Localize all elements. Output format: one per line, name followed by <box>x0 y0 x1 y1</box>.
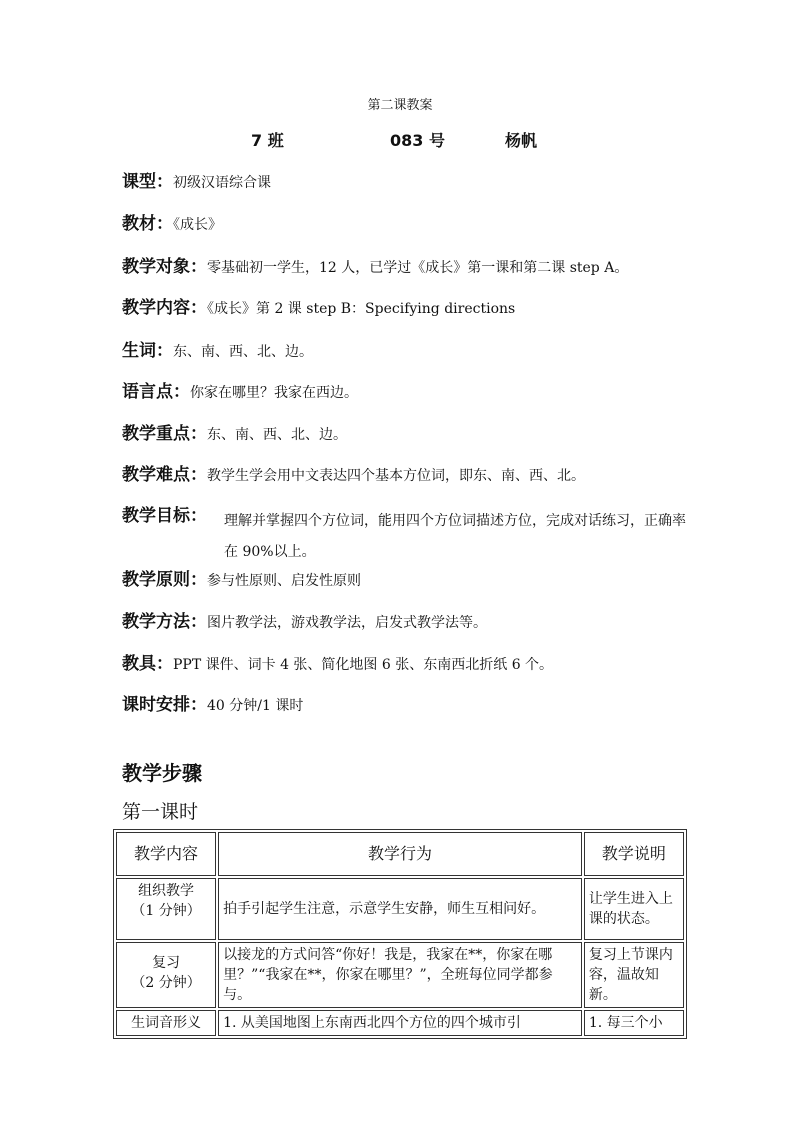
field-value: 东、南、西、北、边。 <box>207 427 347 443</box>
field-value: 《成长》第 2 课 step B：Specifying directions <box>207 301 516 317</box>
doc-title: 第二课教案 <box>367 98 433 113</box>
field-teaching-aids <box>122 654 690 675</box>
table-header: 教学内容 <box>116 832 216 876</box>
table-cell: 1. 从美国地图上东南西北四个方位的四个城市引 <box>218 1010 582 1036</box>
field-label: 教学目标： <box>122 506 207 526</box>
field-value: 图片教学法，游戏教学法，启发式教学法等。 <box>207 615 487 631</box>
row-content: 复习 <box>152 955 181 971</box>
field-textbook <box>122 214 690 235</box>
field-label: 教学内容： <box>122 298 207 318</box>
field-label: 课型： <box>122 172 173 192</box>
period-heading: 第一课时 <box>122 801 199 823</box>
steps-heading: 教学步骤 <box>122 761 202 785</box>
field-difficulties <box>122 465 690 486</box>
table-header-row <box>116 832 684 876</box>
row-content: 组织教学 <box>138 883 195 899</box>
field-value: 参与性原则、启发性原则 <box>207 573 361 589</box>
field-value: 理解并掌握四个方位词，能用四个方位词描述方位，完成对话练习，正确率在 90%以上。 <box>224 513 686 560</box>
field-value: 东、南、西、北、边。 <box>173 344 313 360</box>
steps-table <box>113 829 687 1039</box>
field-label: 教学重点： <box>122 424 207 444</box>
field-label: 语言点： <box>122 382 190 402</box>
field-label: 生词： <box>122 341 173 361</box>
field-value: 零基础初一学生，12 人，已学过《成长》第一课和第二课 step A。 <box>207 260 629 276</box>
row-duration: （1 分钟） <box>131 903 201 919</box>
table-row <box>116 1010 684 1036</box>
field-audience <box>122 257 690 278</box>
field-course-type <box>122 172 690 193</box>
table-cell <box>116 942 216 1008</box>
table-row <box>116 878 684 940</box>
table-row <box>116 942 684 1008</box>
field-key-points <box>122 424 690 445</box>
table-cell: 拍手引起学生注意，示意学生安静，师生互相问好。 <box>218 878 582 940</box>
table-cell: 以接龙的方式问答“你好！我是，我家在**，你家在哪里？”“我家在**，你家在哪里？”，全班每位同学都参与。 <box>218 942 582 1008</box>
table-cell: 复习上节课内容，温故知新。 <box>584 942 684 1008</box>
field-label: 教学对象： <box>122 257 207 277</box>
table-header: 教学行为 <box>218 832 582 876</box>
number-label: 083 号 <box>390 131 445 150</box>
field-methods <box>122 612 690 633</box>
row-duration: （2 分钟） <box>131 975 201 991</box>
table-cell: 1. 每三个小 <box>584 1010 684 1036</box>
field-label: 教材： <box>122 214 173 234</box>
field-label: 课时安排： <box>122 695 207 715</box>
field-language-point <box>122 382 690 403</box>
teacher-name: 杨帆 <box>505 131 538 150</box>
field-label: 教学原则： <box>122 570 207 590</box>
field-value: 《成长》 <box>173 217 222 233</box>
table-cell: 让学生进入上课的状态。 <box>584 878 684 940</box>
table-cell: 生词音形义 <box>116 1010 216 1036</box>
field-vocabulary <box>122 341 690 362</box>
field-value: 教学生学会用中文表达四个基本方位词，即东、南、西、北。 <box>207 468 585 484</box>
table-header: 教学说明 <box>584 832 684 876</box>
field-value: 你家在哪里？我家在西边。 <box>190 385 358 401</box>
field-schedule <box>122 695 690 716</box>
field-label: 教具： <box>122 654 173 674</box>
field-principles <box>122 570 690 591</box>
field-label: 教学方法： <box>122 612 207 632</box>
class-label: 7 班 <box>251 131 284 150</box>
field-value: PPT 课件、词卡 4 张、简化地图 6 张、东南西北折纸 6 个。 <box>173 657 554 673</box>
field-content <box>122 298 690 319</box>
field-value: 初级汉语综合课 <box>173 175 271 191</box>
table-cell <box>116 878 216 940</box>
field-label: 教学难点： <box>122 465 207 485</box>
field-value: 40 分钟/1 课时 <box>207 698 304 714</box>
field-objectives <box>122 506 690 568</box>
